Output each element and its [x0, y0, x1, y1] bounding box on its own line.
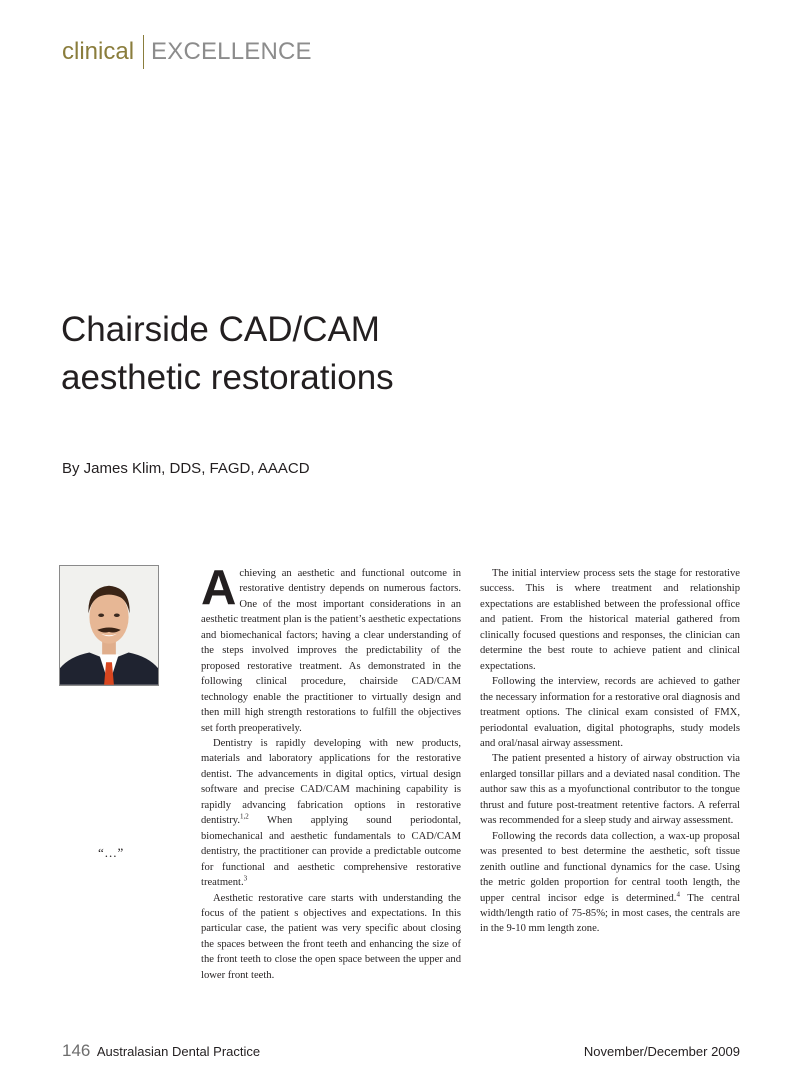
paragraph: The initial interview process sets the stage for restorative success. This is where treatment and relationship expectations are established between the professional office and patient. From the historical material gathered from clinically focused questions and responses, the clinician can determine the best route to achieve patient and clinical expectations. [480, 568, 740, 672]
section-category: clinical [62, 38, 135, 65]
paragraph: Dentistry is rapidly developing with new products, materials and laboratory applications for the restorative dentist. The advancements in digital optics, virtual design software and precise CAD/CAM machining capability is rapidly advancing fabrication options in restorative dentistry.$^{1,2}$ When applying sound periodontal, biomechanical and aesthetic fundamentals to CAD/CAM dentistry, the practitioner can provide a predictable outcome for functional and aesthetic comprehensive restorative treatment.$^3$ [201, 737, 461, 889]
pull-quote: “...” [98, 845, 125, 860]
citation-ref: 1,2 [240, 812, 249, 821]
article-title [61, 306, 621, 402]
paragraph: Aesthetic restorative care starts with understanding the focus of the patient s objectives and expectations. In this particular case, the patient was very specific about closing the spaces between the front teeth and enhancing the size of the front teeth to close the open space between the upper and lower front teeth. [201, 892, 461, 981]
paragraph: Following the records data collection, a wax-up proposal was presented to best determine the aesthetic, soft tissue zenith outline and functional dynamics for the case. Using the metric golden proportion for central tooth length, the upper central incisor edge is determined.$^4$ The central width/length ratio of 75-85%; in most cases, the centrals are in the 9-10 mm length zone. [480, 830, 740, 935]
citation-ref: 4 [676, 889, 680, 898]
page-footer-left [62, 1041, 260, 1061]
paragraph: The patient presented a history of airway obstruction via enlarged tonsillar pillars and a deviated nasal condition. The author saw this as a myofunctional contributor to the tongue thrust and future post-treatment retentive factors. A referral was recommended for a sleep study and airway assessment. [480, 753, 740, 827]
paragraph: Following the interview, records are achieved to gather the necessary information for a restorative oral diagnosis and treatment options. The clinical exam consisted of FMX, periodontal evaluation, digital photographs, study models and oral/nasal airway assessment. [480, 676, 740, 749]
author-portrait-image [60, 566, 158, 685]
author-photo [59, 565, 159, 686]
title-line-2: aesthetic restorations [61, 358, 394, 397]
header-divider [143, 35, 144, 69]
drop-cap: A [201, 561, 237, 615]
page-number: 146 [62, 1041, 91, 1060]
issue-date: November/December 2009 [583, 1044, 740, 1059]
section-header [62, 34, 312, 70]
paragraph: Achieving an aesthetic and functional outcome in restorative dentistry depends on numerous factors. One of the most important considerations in an aesthetic treatment plan is the patient’s aesthetic expectations and biomechanical factors; having a clear understanding of the steps involved improves the predictability of the proposed restorative treatment. As demonstrated in the following clinical procedure, chairside CAD/CAM technology enable the practitioner to virtually design and then mill high strength restorations to fulfill the objectives set forth preoperatively. [201, 561, 461, 734]
body-column-1 [201, 561, 461, 983]
title-line-1: Chairside CAD/CAM [61, 310, 380, 349]
body-column-2 [480, 566, 740, 937]
section-name: EXCELLENCE [151, 38, 312, 65]
citation-ref: 3 [243, 874, 248, 883]
byline: By James Klim, DDS, FAGD, AAACD [62, 460, 310, 477]
publication-name: Australasian Dental Practice [96, 1044, 261, 1059]
